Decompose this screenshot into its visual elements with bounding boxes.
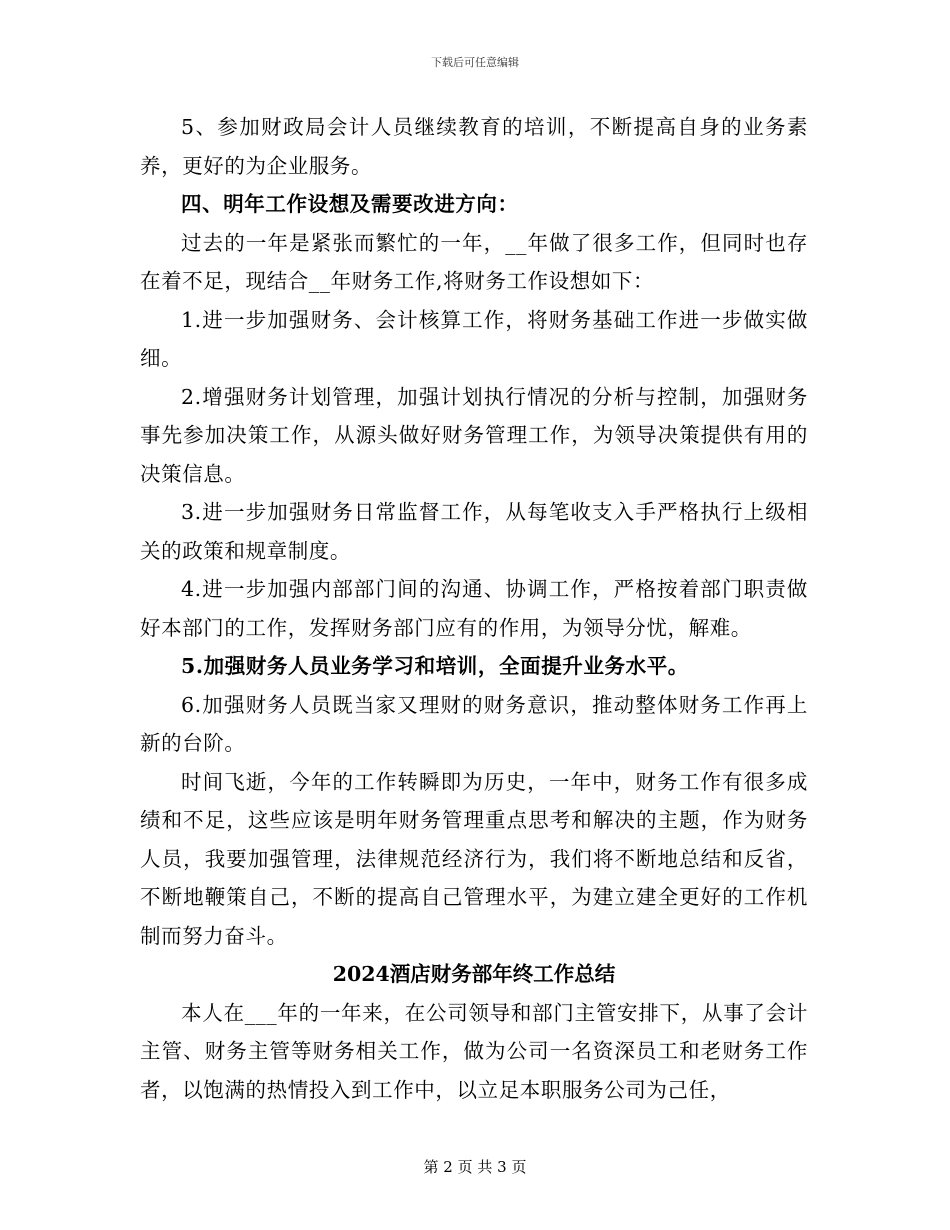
list-item-6: 6.加强财务人员既当家又理财的财务意识，推动整体财务工作再上新的台阶。 (140, 692, 808, 755)
paragraph-past-year: 过去的一年是紧张而繁忙的一年，__年做了很多工作，但同时也存在着不足，现结合__年财务工作,将财务工作设想如下： (140, 230, 808, 293)
page-number: 第 2 页 共 3 页 (423, 1158, 527, 1176)
section-title: 2024酒店财务部年终工作总结 (332, 962, 616, 986)
list-item-3: 3.进一步加强财务日常监督工作，从每笔收支入手严格执行上级相关的政策和规章制度。 (140, 500, 808, 563)
document-body (140, 108, 808, 1109)
list-item-5: 5.加强财务人员业务学习和培训，全面提升业务水平。 (181, 654, 689, 678)
paragraph-training: 5、参加财政局会计人员继续教育的培训，不断提高自身的业务素养，更好的为企业服务。 (140, 115, 808, 178)
list-item-2: 2.增强财务计划管理，加强计划执行情况的分析与控制，加强财务事先参加决策工作，从源头做好财务管理工作，为领导决策提供有用的决策信息。 (140, 384, 808, 486)
list-item-1: 1.进一步加强财务、会计核算工作，将财务基础工作进一步做实做细。 (140, 307, 808, 370)
paragraph-conclusion: 时间飞逝，今年的工作转瞬即为历史，一年中，财务工作有很多成绩和不足，这些应该是明年财务管理重点思考和解决的主题，作为财务人员，我要加强管理，法律规范经济行为，我们将不断地总结和反省，不断地鞭策自己，不断的提高自己管理水平，为建立建全更好的工作机制而努力奋斗。 (140, 769, 808, 948)
header-note: 下载后可任意编辑 (431, 56, 519, 69)
section-heading-next-year: 四、明年工作设想及需要改进方向： (181, 192, 519, 216)
list-item-4: 4.进一步加强内部部门间的沟通、协调工作，严格按着部门职责做好本部门的工作，发挥财务部门应有的作用，为领导分忧，解难。 (140, 577, 808, 640)
paragraph-intro: 本人在___年的一年来，在公司领导和部门主管安排下，从事了会计主管、财务主管等财务相关工作，做为公司一名资深员工和老财务工作者，以饱满的热情投入到工作中，以立足本职服务公司为己任， (140, 1000, 808, 1102)
